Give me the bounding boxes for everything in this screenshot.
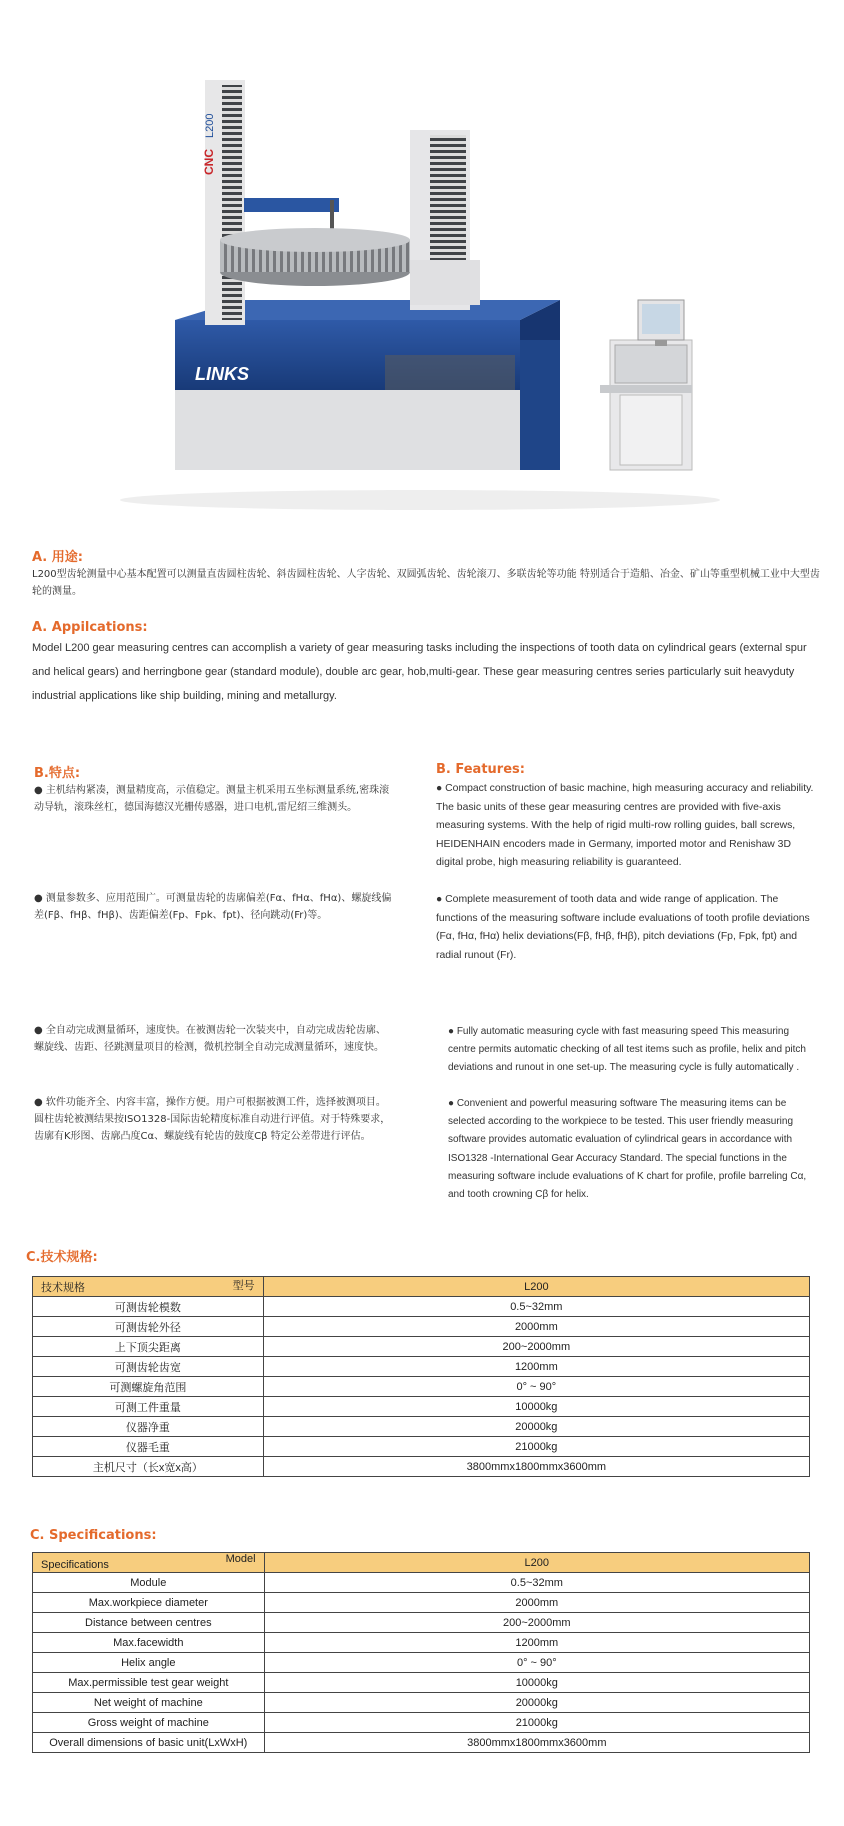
section-b-cn-p4: ● 软件功能齐全、内容丰富，操作方便。用户可根据被测工件，选择被测项目。圆柱齿轮被测结果按ISO1328-国际齿轮精度标准自动进行评值。对于特殊要求，齿廓有K形图、齿廓凸度Cα、螺旋线有轮齿的鼓度Cβ 特定公差带进行评估。 (34, 1097, 391, 1142)
spec-cn-label: 可测齿轮齿宽 (33, 1357, 264, 1377)
spec-cn-header-row (33, 1277, 810, 1297)
spec-en-title: C. Specifications: (30, 1528, 157, 1543)
spec-cn-label: 可测齿轮模数 (33, 1297, 264, 1317)
spec-cn-value: 0° ~ 90° (263, 1377, 809, 1397)
spec-en-value: 3800mmx1800mmx3600mm (264, 1733, 809, 1753)
spec-en-value: 200~2000mm (264, 1613, 809, 1633)
spec-en-label: Max.facewidth (33, 1633, 265, 1653)
section-a-cn-body: L200型齿轮测量中心基本配置可以测量直齿圆柱齿轮、斜齿圆柱齿轮、人字齿轮、双圆弧齿轮、齿轮滚刀、多联齿轮等功能 特别适合于造船、冶金、矿山等重型机械工业中大型齿轮的测量。 (32, 569, 820, 597)
table-row (33, 1437, 810, 1457)
table-row (33, 1673, 810, 1693)
table-row (33, 1693, 810, 1713)
spec-cn-model: L200 (263, 1277, 809, 1297)
model-side-label: L200 (204, 113, 216, 138)
spec-en-label: Helix angle (33, 1653, 265, 1673)
spec-en-label: Overall dimensions of basic unit(LxWxH) (33, 1733, 265, 1753)
spec-en-label: Gross weight of machine (33, 1713, 265, 1733)
spec-cn-label: 可测螺旋角范围 (33, 1377, 264, 1397)
spec-cn-label: 仪器毛重 (33, 1437, 264, 1457)
spec-cn-label: 可测齿轮外径 (33, 1317, 264, 1337)
spec-en-head-right: Model (225, 1553, 256, 1565)
spec-cn-label: 上下顶尖距离 (33, 1337, 264, 1357)
table-row (33, 1613, 810, 1633)
spec-en-model: L200 (264, 1553, 809, 1573)
table-row (33, 1357, 810, 1377)
spec-cn-value: 2000mm (263, 1317, 809, 1337)
table-row (33, 1713, 810, 1733)
spec-en-value: 2000mm (264, 1593, 809, 1613)
spec-en-value: 10000kg (264, 1673, 809, 1693)
table-row (33, 1297, 810, 1317)
spec-cn-head-right: 型号 (232, 1280, 255, 1292)
spec-cn-header-cell (33, 1277, 264, 1297)
table-row (33, 1377, 810, 1397)
spec-en-header-row (33, 1553, 810, 1573)
gear-measuring-centre-image (0, 0, 844, 520)
spec-cn-title: C.技术规格: (26, 1250, 98, 1265)
table-row (33, 1653, 810, 1673)
table-row (33, 1317, 810, 1337)
section-b-en-p1: ● Compact construction of basic machine, high measuring accuracy and reliability. The basic units of these gear measuring centres are provided with five-axis measuring systems. With the help of rigid multi-row rolling guides, ball screws, HEIDENHAIN encoders made in Germany, imported motor and Renishaw 3D digital probe, high measuring reliability is guaranteed. (436, 783, 814, 868)
section-a-en-body: Model L200 gear measuring centres can accomplish a variety of gear measuring tasks including the inspections of tooth data on cylindrical gears (external spur and helical gears) and herringbone gear (standard module), double arc gear, hob,multi-gear. These gear measuring centres series particularly suit heavyduty industrial applications like ship building, mining and metallurgy. (32, 642, 807, 702)
spec-cn-value: 0.5~32mm (263, 1297, 809, 1317)
spec-cn-label: 仪器净重 (33, 1417, 264, 1437)
spec-cn-value: 200~2000mm (263, 1337, 809, 1357)
table-row (33, 1337, 810, 1357)
spec-cn-label: 可测工件重量 (33, 1397, 264, 1417)
table-row (33, 1457, 810, 1477)
section-b-en-p2: ● Complete measurement of tooth data and wide range of application. The functions of the measuring software include evaluations of tooth profile deviations (Fα, fHα, fHα) helix deviations(Fβ, fHβ, fHβ), pitch deviations (Fp, Fpk, fpt) and radial runout (Fr). (436, 894, 810, 961)
spec-cn-value: 21000kg (263, 1437, 809, 1457)
brand-logo-text: LINKS (195, 364, 249, 384)
spec-en-header-cell (33, 1553, 265, 1573)
spec-en-value: 1200mm (264, 1633, 809, 1653)
machine-illustration (0, 0, 844, 520)
spec-en-table (32, 1552, 810, 1753)
section-b-cn-p3: ● 全自动完成测量循环，速度快。在被测齿轮一次装夹中，自动完成齿轮齿廓、螺旋线、齿距、径跳测量项目的检测，微机控制全自动完成测量循环，速度快。 (34, 1025, 386, 1053)
section-b-cn-title: B.特点: (34, 766, 81, 781)
spec-cn-table (32, 1276, 810, 1477)
table-row (33, 1593, 810, 1613)
spec-cn-value: 1200mm (263, 1357, 809, 1377)
spec-en-label: Module (33, 1573, 265, 1593)
spec-cn-label: 主机尺寸（长x宽x高） (33, 1457, 264, 1477)
spec-en-label: Net weight of machine (33, 1693, 265, 1713)
spec-en-label: Max.permissible test gear weight (33, 1673, 265, 1693)
cnc-label: CNC (202, 149, 216, 175)
spec-en-value: 20000kg (264, 1693, 809, 1713)
section-b-en-p4: ● Convenient and powerful measuring software The measuring items can be selected according to the workpiece to be tested. This user friendly measuring software provides automatic evaluation of cylindrical gears in accordance with ISO1328 -International Gear Accuracy Standard. The special functions in the measuring software include evaluations of K chart for profile, profile barreling Cα, and tooth crowning Cβ for helix. (448, 1098, 807, 1201)
table-row (33, 1633, 810, 1653)
table-row (33, 1733, 810, 1753)
spec-en-value: 0.5~32mm (264, 1573, 809, 1593)
spec-en-value: 0° ~ 90° (264, 1653, 809, 1673)
spec-cn-value: 10000kg (263, 1397, 809, 1417)
spec-en-head-left: Specifications (41, 1559, 109, 1571)
section-b-en-p3: ● Fully automatic measuring cycle with fast measuring speed This measuring centre permits automatic checking of all test items such as profile, helix and pitch deviations and runout in one set-up. The measuring cycle is fully automatically . (448, 1026, 806, 1074)
spec-en-value: 21000kg (264, 1713, 809, 1733)
spec-cn-head-left: 技术规格 (41, 1282, 85, 1294)
section-b-en-title: B. Features: (436, 762, 525, 777)
table-row (33, 1573, 810, 1593)
table-row (33, 1417, 810, 1437)
section-a-cn-title: A. 用途: (32, 550, 83, 565)
spec-cn-value: 3800mmx1800mmx3600mm (263, 1457, 809, 1477)
spec-cn-value: 20000kg (263, 1417, 809, 1437)
spec-en-label: Distance between centres (33, 1613, 265, 1633)
section-b-cn-p1: ● 主机结构紧凑，测量精度高，示值稳定。测量主机采用五坐标测量系统,密珠滚动导轨，滚珠丝杠，德国海德汉光栅传感器，进口电机,雷尼绍三维测头。 (34, 785, 390, 813)
spec-en-label: Max.workpiece diameter (33, 1593, 265, 1613)
section-b-cn-p2: ● 测量参数多、应用范围广。可测量齿轮的齿廓偏差(Fα、fHα、fHα)、螺旋线偏差(Fβ、fHβ、fHβ)、齿距偏差(Fp、Fpk、fpt)、径向跳动(Fr)等。 (34, 893, 392, 921)
section-a-en-title: A. Appilcations: (32, 620, 148, 635)
table-row (33, 1397, 810, 1417)
